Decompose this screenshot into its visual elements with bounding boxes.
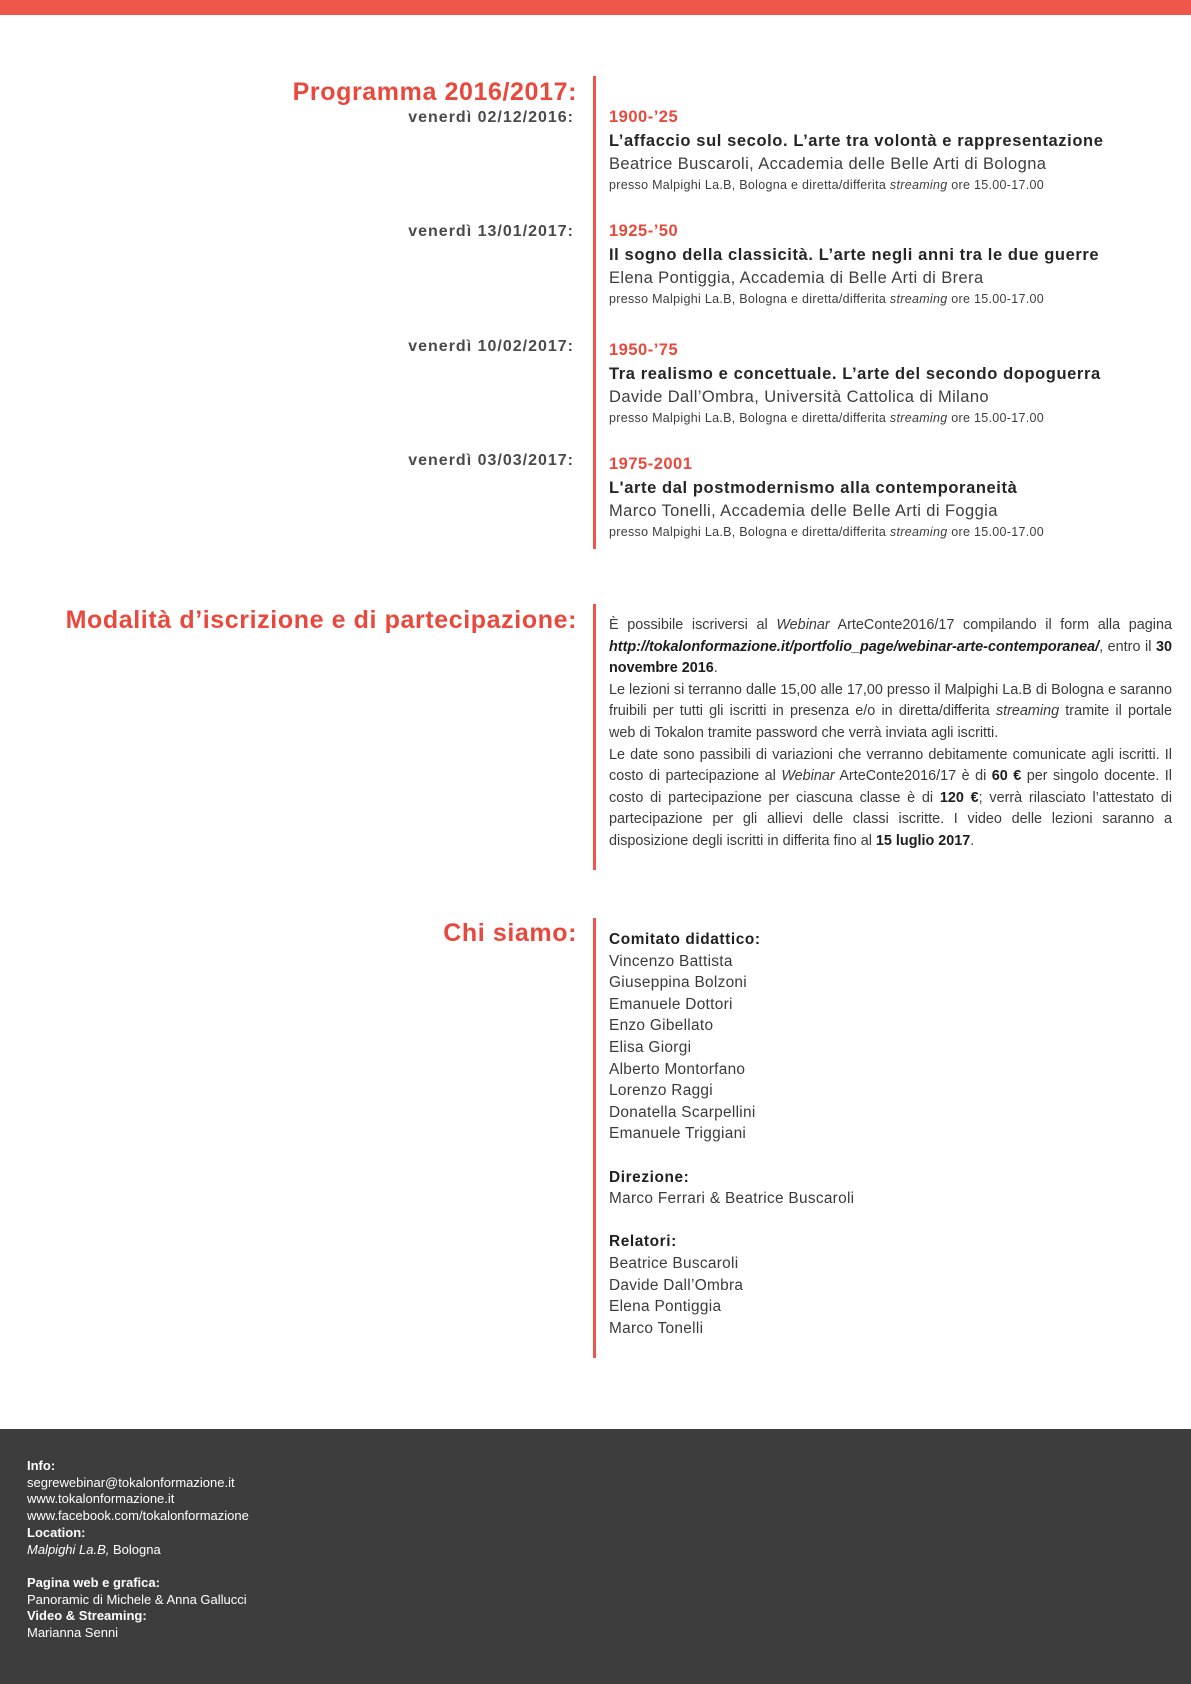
top-accent-bar [0,0,1191,15]
list-item: Emanuele Dottori [609,995,733,1013]
event-title: L’affaccio sul secolo. L’arte tra volontà e rappresentazione [609,132,1104,150]
location-value: Malpighi La.B, Bologna [27,1541,161,1557]
event-title: Il sogno della classicità. L’arte negli anni tra le due guerre [609,246,1100,264]
web-credit-label: Pagina web e grafica: [27,1574,160,1590]
chi-siamo-heading: Chi siamo: [443,919,577,947]
costi-paragraph: Le date sono passibili di variazioni che verranno debitamente comunicate agli iscritti. Il costo di partecipazione al Webinar ArteConte2016/17 è di 60 € per singolo docente. Il costo di partecipazione per ciascuna classe è di 120 €; verrà rilasciato l’attestato di partecipazione per gli allievi delle classi iscritte. I video delle lezioni saranno a disposizione degli iscritti in differita fino al 15 luglio 2017. [609,746,1173,849]
list-item: Giuseppina Bolzoni [609,974,748,992]
event-date: venerdì 02/12/2016: [408,109,574,126]
email-link[interactable]: segrewebinar@tokalonformazione.it [27,1474,235,1490]
list-item: Beatrice Buscaroli [609,1254,739,1272]
list-item: Marco Ferrari & Beatrice Buscaroli [609,1190,855,1208]
list-item: Davide Dall’Ombra [609,1276,744,1294]
list-item: Alberto Montorfano [609,1060,746,1078]
event-item [609,338,1169,427]
event-period: 1975-2001 [609,455,693,473]
event-period: 1950-’75 [609,341,679,359]
list-item: Donatella Scarpellini [609,1103,756,1121]
list-item: Marco Tonelli [609,1319,704,1337]
event-item [609,105,1169,194]
event-title: L'arte dal postmodernismo alla contemporaneità [609,479,1018,497]
event-speaker: Beatrice Buscaroli, Accademia delle Belle Arti di Bologna [609,155,1047,173]
event-item [609,452,1169,541]
event-location: presso Malpighi La.B, Bologna e diretta/differita streaming ore 15.00-17.00 [609,292,1045,306]
footer-info [27,1458,249,1642]
relatori-group [609,1231,1129,1339]
event-location: presso Malpighi La.B, Bologna e diretta/differita streaming ore 15.00-17.00 [609,525,1045,539]
event-title: Tra realismo e concettuale. L’arte del secondo dopoguerra [609,365,1101,383]
event-speaker: Marco Tonelli, Accademia delle Belle Arti di Foggia [609,502,998,520]
lezioni-paragraph: Le lezioni si terranno dalle 15,00 alle 17,00 presso il Malpighi La.B di Bologna e saranno fruibili per tutti gli iscritti in presenza e/o in diretta/differita streaming tramite il portale web di Tokalon tramite password che verrà inviata agli iscritti. [609,681,1172,741]
iscrizione-paragraph: È possibile iscriversi al Webinar ArteConte2016/17 compilando il form alla pagina http://tokalonformazione.it/portfolio_page/webinar-arte-contemporanea/, entro il 30 novembre 2016. [609,617,1172,677]
event-location: presso Malpighi La.B, Bologna e diretta/differita streaming ore 15.00-17.00 [609,411,1045,425]
video-credit: Marianna Senni [27,1625,119,1641]
location-label: Location: [27,1524,86,1540]
modalita-divider [593,604,596,870]
modalita-heading: Modalità d’iscrizione e di partecipazione: [65,606,577,634]
direzione-group [609,1167,1129,1210]
chi-siamo-divider [593,918,596,1358]
modalita-text [609,615,1172,853]
event-date: venerdì 10/02/2017: [408,338,574,355]
direzione-label: Direzione: [609,1168,690,1186]
event-location: presso Malpighi La.B, Bologna e diretta/differita streaming ore 15.00-17.00 [609,178,1045,192]
list-item: Lorenzo Raggi [609,1082,714,1100]
video-credit-label: Video & Streaming: [27,1608,147,1624]
event-period: 1925-’50 [609,222,679,240]
event-period: 1900-’25 [609,108,679,126]
comitato-group [609,929,1129,1145]
footer [0,1429,1191,1684]
web-credit: Panoramic di Michele & Anna Gallucci [27,1591,247,1607]
website-link[interactable]: www.tokalonformazione.it [27,1491,175,1507]
event-date: venerdì 03/03/2017: [408,452,574,469]
list-item: Emanuele Triggiani [609,1125,747,1143]
event-speaker: Elena Pontiggia, Accademia di Belle Arti di Brera [609,269,984,287]
comitato-label: Comitato didattico: [609,931,761,948]
facebook-link[interactable]: www.facebook.com/tokalonformazione [27,1508,249,1524]
relatori-label: Relatori: [609,1233,677,1251]
registration-link[interactable]: http://tokalonformazione.it/portfolio_page/webinar-arte-contemporanea/ [609,638,1100,655]
event-speaker: Davide Dall’Ombra, Università Cattolica di Milano [609,388,989,406]
programma-heading: Programma 2016/2017: [292,78,577,106]
event-item [609,219,1169,308]
list-item: Elena Pontiggia [609,1298,722,1316]
programma-divider [593,76,596,549]
chi-siamo-list [609,929,1129,1361]
list-item: Enzo Gibellato [609,1017,714,1035]
list-item: Vincenzo Battista [609,952,733,970]
list-item: Elisa Giorgi [609,1038,692,1056]
event-date: venerdì 13/01/2017: [408,223,574,240]
info-label: Info: [27,1458,56,1473]
